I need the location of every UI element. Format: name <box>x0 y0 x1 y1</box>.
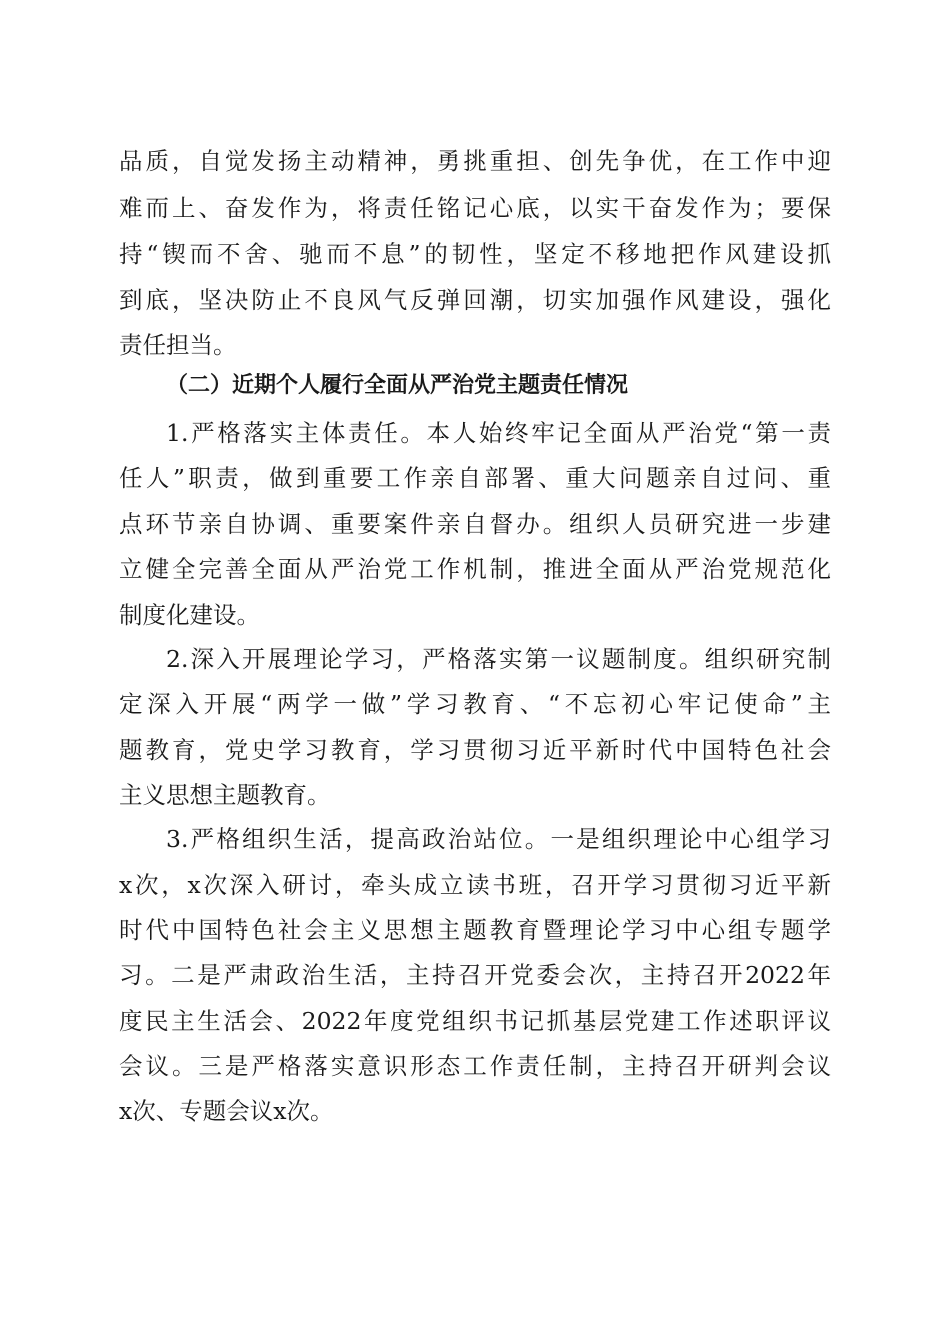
section-heading: （二）近期个人履行全面从严治党主题责任情况 <box>166 373 629 398</box>
item1-line-1: 1.严格落实主体责任。本人始终牢记全面从严治党“第一责 <box>166 419 831 447</box>
item3-line-1: 3.严格组织生活，提高政治站位。一是组织理论中心组学习 <box>166 825 831 853</box>
item3-line-3: 时代中国特色社会主义思想主题教育暨理论学习中心组专题学 <box>119 916 831 944</box>
intro-line-5: 责任担当。 <box>119 331 237 359</box>
item1-line-5: 制度化建设。 <box>119 601 260 629</box>
item1-line-4: 立健全完善全面从严治党工作机制，推进全面从严治党规范化 <box>119 555 831 583</box>
intro-line-2: 难而上、奋发作为，将责任铭记心底，以实干奋发作为；要保 <box>119 194 831 222</box>
item2-line-3: 题教育，党史学习教育，学习贯彻习近平新时代中国特色社会 <box>119 736 831 764</box>
intro-line-4: 到底，坚决防止不良风气反弹回潮，切实加强作风建设，强化 <box>119 286 831 314</box>
item2-line-1: 2.深入开展理论学习，严格落实第一议题制度。组织研究制 <box>166 645 831 673</box>
item3-line-7: x次、专题会议x次。 <box>119 1097 334 1125</box>
intro-line-3: 持“锲而不舍、驰而不息”的韧性，坚定不移地把作风建设抓 <box>119 240 831 268</box>
item3-line-2: x次，x次深入研讨，牵头成立读书班，召开学习贯彻习近平新 <box>119 871 831 899</box>
intro-line-1: 品质，自觉发扬主动精神，勇挑重担、创先争优，在工作中迎 <box>119 147 831 175</box>
item3-line-4: 习。二是严肃政治生活，主持召开党委会次，主持召开2022年 <box>119 961 831 989</box>
item3-line-5: 度民主生活会、2022年度党组织书记抓基层党建工作述职评议 <box>119 1007 831 1035</box>
item1-line-3: 点环节亲自协调、重要案件亲自督办。组织人员研究进一步建 <box>119 510 831 538</box>
item2-line-4: 主义思想主题教育。 <box>119 781 331 809</box>
item2-line-2: 定深入开展“两学一做”学习教育、“不忘初心牢记使命”主 <box>119 690 831 718</box>
item1-line-2: 任人”职责，做到重要工作亲自部署、重大问题亲自过问、重 <box>119 464 831 492</box>
item3-line-6: 会议。三是严格落实意识形态工作责任制，主持召开研判会议 <box>119 1052 831 1080</box>
